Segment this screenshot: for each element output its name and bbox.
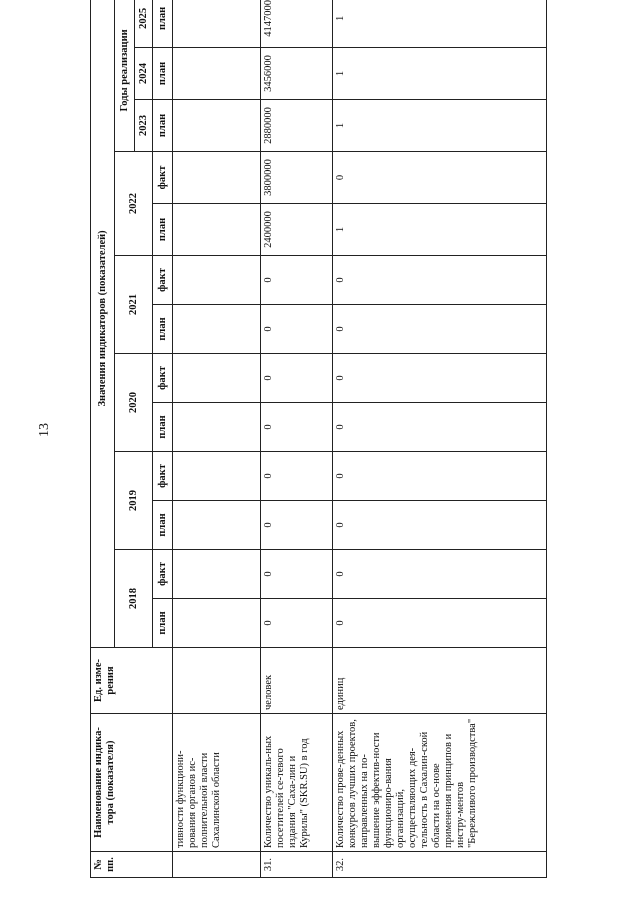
table-row <box>173 0 261 878</box>
value-cell: 0 <box>333 599 547 648</box>
indicators-table <box>90 0 547 878</box>
value-cell <box>173 100 261 152</box>
value-cell: 0 <box>333 501 547 550</box>
header-year-2024: 2024 <box>135 48 153 100</box>
value-cell <box>173 256 261 305</box>
value-cell <box>173 599 261 648</box>
header-unit: Ед. изме-рения <box>91 648 173 714</box>
rotated-table-container <box>90 0 558 878</box>
value-cell <box>173 403 261 452</box>
header-year-2022: 2022 <box>115 152 153 256</box>
indicator-name: тивности функциони-рования органов ис-полнительной власти Сахалинской области <box>173 714 261 852</box>
header-plan: план <box>153 204 173 256</box>
header-num: № пп. <box>91 852 173 878</box>
header-plan: план <box>153 100 173 152</box>
value-cell: 0 <box>261 256 333 305</box>
header-fact: факт <box>153 256 173 305</box>
value-cell <box>173 501 261 550</box>
value-cell: 0 <box>261 599 333 648</box>
header-year-2018: 2018 <box>115 550 153 648</box>
value-cell: 3800000 <box>261 152 333 204</box>
header-year-2023: 2023 <box>135 100 153 152</box>
value-cell: 1 <box>333 100 547 152</box>
header-fact: факт <box>153 152 173 204</box>
value-cell <box>173 452 261 501</box>
value-cell <box>173 0 261 48</box>
value-cell: 0 <box>333 305 547 354</box>
row-number: 31. <box>261 852 333 878</box>
value-cell <box>173 305 261 354</box>
value-cell: 2880000 <box>261 100 333 152</box>
header-name: Наименование индика-тора (показателя) <box>91 714 173 852</box>
value-cell <box>173 204 261 256</box>
header-fact: факт <box>153 354 173 403</box>
unit-cell: человек <box>261 648 333 714</box>
value-cell: 4147000 <box>261 0 333 48</box>
header-plan: план <box>153 48 173 100</box>
value-cell: 0 <box>333 452 547 501</box>
header-fact: факт <box>153 452 173 501</box>
table-row <box>333 0 547 878</box>
value-cell <box>173 550 261 599</box>
value-cell: 1 <box>333 0 547 48</box>
header-plan: план <box>153 305 173 354</box>
row-number <box>173 852 261 878</box>
header-year-2019: 2019 <box>115 452 153 550</box>
value-cell <box>173 354 261 403</box>
value-cell: 1 <box>333 204 547 256</box>
row-number: 32. <box>333 852 547 878</box>
value-cell: 0 <box>333 354 547 403</box>
value-cell: 0 <box>333 550 547 599</box>
header-plan: план <box>153 599 173 648</box>
indicator-name: Количество уникаль-ных посетителей се-тевого издания "Саха-лин и Курилы" (SKR.SU) в год <box>261 714 333 852</box>
header-plan: план <box>153 501 173 550</box>
header-year-2021: 2021 <box>115 256 153 354</box>
value-cell <box>173 48 261 100</box>
header-years-implementation: Годы реализации <box>115 0 135 152</box>
indicator-name: Количество прове-денных конкурсов лучших проектов, направленных на по-вышение эффектив-ности функциониро-вания организаций, осуществляющих дея-тельность в Сахалин-ской области на ос-нове применения принципов и инстру-ментов "Бережливого производства" <box>333 714 547 852</box>
value-cell: 2400000 <box>261 204 333 256</box>
value-cell: 3456000 <box>261 48 333 100</box>
value-cell: 0 <box>261 550 333 599</box>
value-cell: 0 <box>261 403 333 452</box>
header-plan: план <box>153 403 173 452</box>
unit-cell <box>173 648 261 714</box>
header-year-2025: 2025 <box>135 0 153 48</box>
value-cell: 0 <box>261 452 333 501</box>
header-year-2020: 2020 <box>115 354 153 452</box>
value-cell: 0 <box>333 152 547 204</box>
unit-cell: единиц <box>333 648 547 714</box>
header-values: Значения индикаторов (показателей) <box>91 0 115 648</box>
header-fact: факт <box>153 550 173 599</box>
header-plan: план <box>153 0 173 48</box>
value-cell: 0 <box>261 354 333 403</box>
value-cell: 0 <box>333 403 547 452</box>
value-cell: 0 <box>261 501 333 550</box>
value-cell <box>173 152 261 204</box>
table-row <box>261 0 333 878</box>
value-cell: 0 <box>333 256 547 305</box>
value-cell: 1 <box>333 48 547 100</box>
value-cell: 0 <box>261 305 333 354</box>
page-number: 13 <box>37 423 52 437</box>
